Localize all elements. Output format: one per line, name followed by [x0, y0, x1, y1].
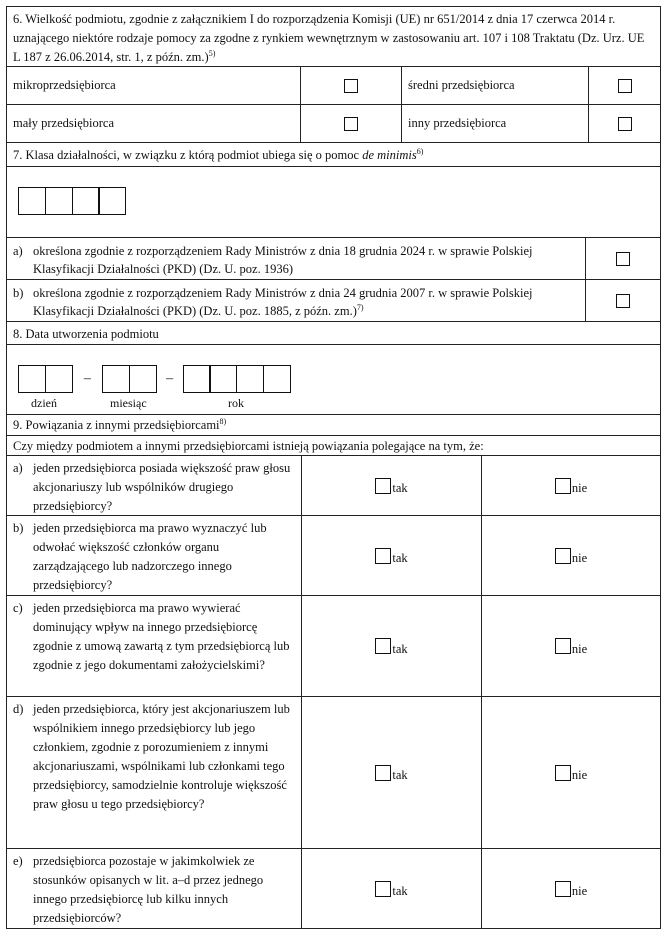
question-b-letter: b): [13, 521, 24, 535]
other-checkbox[interactable]: [618, 117, 632, 131]
question-a-no-checkbox[interactable]: [555, 478, 571, 494]
day-digit-2[interactable]: [45, 365, 73, 393]
year-digit-2[interactable]: [209, 365, 237, 393]
question-c-no[interactable]: [482, 596, 660, 696]
question-d-yes-checkbox[interactable]: [375, 765, 391, 781]
question-e-label: przedsiębiorca pozostaje w jakimkolwiek ze stosunków opisanych w lit. a–d przez jednego innego przedsiębiorcę lub kilku innych przedsiębiorców?: [33, 854, 264, 925]
year-digit-1[interactable]: [183, 365, 211, 393]
option-label-other: inny przedsiębiorca: [402, 105, 589, 142]
question-e-text: [7, 849, 302, 928]
pkd-option-a-text: [7, 238, 586, 279]
pkd-option-b-label: określona zgodnie z rozporządzeniem Rady Ministrów z dnia 24 grudnia 2007 r. w sprawie Polskiej Klasyfikacji Działalności (PKD) (Dz. U. poz. 1885, z późn. zm.): [33, 286, 533, 318]
section-7-title: 7. Klasa działalności, w związku z którą podmiot ubiega się o pomoc: [13, 148, 363, 162]
option-label-medium: średni przedsiębiorca: [402, 67, 589, 104]
date-inputs: [18, 365, 291, 393]
year-digit-4[interactable]: [263, 365, 291, 393]
medium-checkbox[interactable]: [618, 79, 632, 93]
micro-checkbox-cell: [301, 67, 402, 104]
question-c-yes-label: tak: [392, 641, 408, 656]
pkd-option-a-letter: a): [13, 244, 23, 258]
section-7-header: [6, 142, 661, 166]
section-6-title: 6. Wielkość podmiotu, zgodnie z załącznikiem I do rozporządzenia Komisji (UE) nr 651/2014 z dnia 17 czerwca 2014 r. uznającego niektóre rodzaje pomocy za zgodne z rynkiem wewnętrznym w zastosowaniu art. 107 i 108 Traktatu (Dz. Urz. UE L 187 z 26.06.2014, str. 1, z późn. zm.): [13, 12, 645, 64]
footnote-6: 6): [416, 146, 424, 156]
micro-checkbox[interactable]: [344, 79, 358, 93]
pkd-option-b: [6, 279, 661, 321]
pkd-option-b-letter: b): [13, 286, 24, 300]
question-d-label: jeden przedsiębiorca, który jest akcjonariuszem lub wspólnikiem innego przedsiębiorcy lub jego członkiem, zgodnie z porozumieniem z innymi akcjonariuszami, wspólnikami lub członkami tego przedsiębiorcy, samodzielnie kontroluje większość praw głosu u tego przedsiębiorcy?: [33, 702, 290, 811]
date-separator-2: –: [166, 371, 174, 386]
question-a-yes[interactable]: [302, 456, 482, 515]
question-d: [6, 696, 661, 848]
question-b-label: jeden przedsiębiorca ma prawo wyznaczyć lub odwołać większość członków organu zarządzającego lub nadzorczego innego przedsiębiorcy?: [33, 521, 267, 592]
pkd-b-checkbox-cell: [586, 280, 660, 321]
year-input[interactable]: [183, 365, 291, 393]
pkd-a-checkbox-cell: [586, 238, 660, 279]
section-9-intro-text: Czy między podmiotem a innymi przedsiębiorcami istnieją powiązania polegające na tym, że:: [13, 439, 484, 453]
question-d-no-checkbox[interactable]: [555, 765, 571, 781]
question-e-yes-checkbox[interactable]: [375, 881, 391, 897]
medium-checkbox-cell: [589, 67, 660, 104]
section-8-header: [6, 321, 661, 344]
question-a-no[interactable]: [482, 456, 660, 515]
question-a-letter: a): [13, 461, 23, 475]
question-d-letter: d): [13, 702, 24, 716]
pkd-digit-4[interactable]: [98, 187, 126, 215]
section-9-header: [6, 414, 661, 435]
question-e-yes[interactable]: [302, 849, 482, 928]
month-input[interactable]: [102, 365, 157, 393]
day-digit-1[interactable]: [18, 365, 46, 393]
question-b: [6, 515, 661, 595]
pkd-option-a: [6, 237, 661, 279]
other-checkbox-cell: [589, 105, 660, 142]
section-9-title: 9. Powiązania z innymi przedsiębiorcami: [13, 418, 220, 432]
question-a-yes-checkbox[interactable]: [375, 478, 391, 494]
question-a-text: [7, 456, 302, 515]
question-d-yes[interactable]: [302, 697, 482, 848]
question-c-no-checkbox[interactable]: [555, 638, 571, 654]
question-e-no-checkbox[interactable]: [555, 881, 571, 897]
question-b-yes-checkbox[interactable]: [375, 548, 391, 564]
option-label-small: mały przedsiębiorca: [7, 105, 301, 142]
size-row-2: [6, 104, 661, 142]
question-b-text: [7, 516, 302, 595]
question-c-text: [7, 596, 302, 696]
question-c-yes[interactable]: [302, 596, 482, 696]
question-c-no-label: nie: [571, 641, 588, 656]
question-d-no[interactable]: [482, 697, 660, 848]
question-b-no[interactable]: [482, 516, 660, 595]
question-e-no[interactable]: [482, 849, 660, 928]
small-checkbox-cell: [301, 105, 402, 142]
section-8-title: 8. Data utworzenia podmiotu: [13, 327, 159, 341]
month-digit-1[interactable]: [102, 365, 130, 393]
question-d-no-label: nie: [571, 768, 588, 782]
section-7-title-italic: de minimis: [362, 148, 417, 162]
footnote-7: 7): [356, 302, 364, 312]
question-e-yes-label: tak: [392, 884, 408, 898]
option-label-micro: mikroprzedsiębiorca: [7, 67, 301, 104]
question-b-yes-label: tak: [392, 551, 408, 565]
day-input[interactable]: [18, 365, 73, 393]
question-c-yes-checkbox[interactable]: [375, 638, 391, 654]
footnote-5: 5): [208, 48, 216, 58]
activity-class-field: [6, 166, 661, 237]
question-c: [6, 595, 661, 696]
question-d-text: [7, 697, 302, 848]
question-c-letter: c): [13, 601, 23, 615]
question-c-label: jeden przedsiębiorca ma prawo wywierać dominujący wpływ na innego przedsiębiorcę zgodnie z umową zawartą z tym przedsiębiorcą lub zgodnie z jego dokumentami założycielskimi?: [33, 601, 290, 672]
month-digit-2[interactable]: [129, 365, 157, 393]
question-e: [6, 848, 661, 929]
pkd-option-a-label: określona zgodnie z rozporządzeniem Rady Ministrów z dnia 18 grudnia 2024 r. w sprawie Polskiej Klasyfikacji Działalności (PKD) (Dz. U. poz. 1936): [33, 244, 533, 276]
footnote-8: 8): [219, 416, 227, 426]
question-a-yes-label: tak: [392, 481, 408, 495]
month-caption: miesiąc: [110, 396, 147, 410]
question-a-no-label: nie: [571, 481, 588, 495]
small-checkbox[interactable]: [344, 117, 358, 131]
day-caption: dzień: [31, 396, 57, 410]
year-caption: rok: [228, 396, 244, 410]
question-e-no-label: nie: [571, 884, 588, 898]
section-9-intro: [6, 435, 661, 455]
creation-date-field: [6, 344, 661, 414]
question-a: [6, 455, 661, 515]
pkd-digit-3[interactable]: [72, 187, 100, 215]
question-e-letter: e): [13, 854, 23, 868]
pkd-option-b-text: [7, 280, 586, 321]
year-digit-3[interactable]: [236, 365, 264, 393]
question-d-yes-label: tak: [392, 768, 408, 782]
pkd-b-checkbox[interactable]: [616, 294, 630, 308]
question-b-yes[interactable]: [302, 516, 482, 595]
question-b-no-checkbox[interactable]: [555, 548, 571, 564]
pkd-digit-2[interactable]: [45, 187, 73, 215]
pkd-a-checkbox[interactable]: [616, 252, 630, 266]
size-row-1: [6, 66, 661, 104]
section-6-header: [6, 6, 661, 66]
form-table: [6, 6, 661, 929]
question-a-label: jeden przedsiębiorca posiada większość praw głosu akcjonariuszy lub wspólników drugiego przedsiębiorcy?: [33, 461, 291, 513]
date-separator-1: –: [83, 371, 91, 386]
question-b-no-label: nie: [571, 551, 588, 565]
pkd-code-input[interactable]: [18, 187, 126, 215]
pkd-digit-1[interactable]: [18, 187, 46, 215]
